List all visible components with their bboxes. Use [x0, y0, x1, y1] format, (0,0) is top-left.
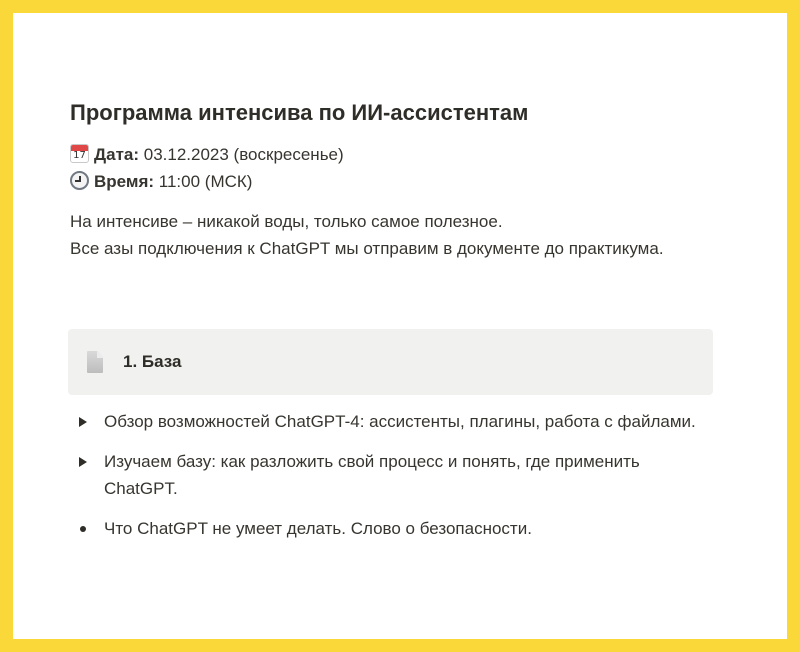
- intro-line: На интенсиве – никакой воды, только самое полезное.: [70, 212, 503, 231]
- intro-paragraph: [70, 208, 720, 262]
- date-line: [70, 141, 720, 168]
- toggle-triangle-icon[interactable]: [79, 417, 87, 427]
- list-item-text: Что ChatGPT не умеет делать. Слово о безопасности.: [104, 519, 532, 538]
- page-title: Программа интенсива по ИИ-ассистентам: [70, 100, 529, 125]
- list-item-text: Изучаем базу: как разложить свой процесс и понять, где применить ChatGPT.: [104, 452, 640, 498]
- calendar-icon-number: 17: [73, 150, 86, 161]
- document-icon: [87, 351, 103, 373]
- date-label: Дата:: [94, 145, 140, 164]
- section-callout[interactable]: [68, 329, 713, 395]
- list-item: [70, 408, 710, 435]
- time-label: Время:: [94, 172, 155, 191]
- callout-title: 1. База: [123, 352, 182, 371]
- date-value: 03.12.2023 (воскресенье): [139, 145, 344, 164]
- bullet-dot-icon: [80, 526, 86, 532]
- time-line: [70, 168, 720, 195]
- program-list: [70, 408, 710, 555]
- calendar-icon: [70, 144, 89, 163]
- document-body: [70, 98, 720, 262]
- list-item-text: Обзор возможностей ChatGPT-4: ассистенты, плагины, работа с файлами.: [104, 412, 696, 431]
- toggle-triangle-icon[interactable]: [79, 457, 87, 467]
- intro-line: Все азы подключения к ChatGPT мы отправим в документе до практикума.: [70, 239, 664, 258]
- list-item: [70, 515, 710, 542]
- clock-icon: [70, 171, 89, 190]
- time-value: 11:00 (МСК): [154, 172, 253, 191]
- list-item: [70, 448, 710, 502]
